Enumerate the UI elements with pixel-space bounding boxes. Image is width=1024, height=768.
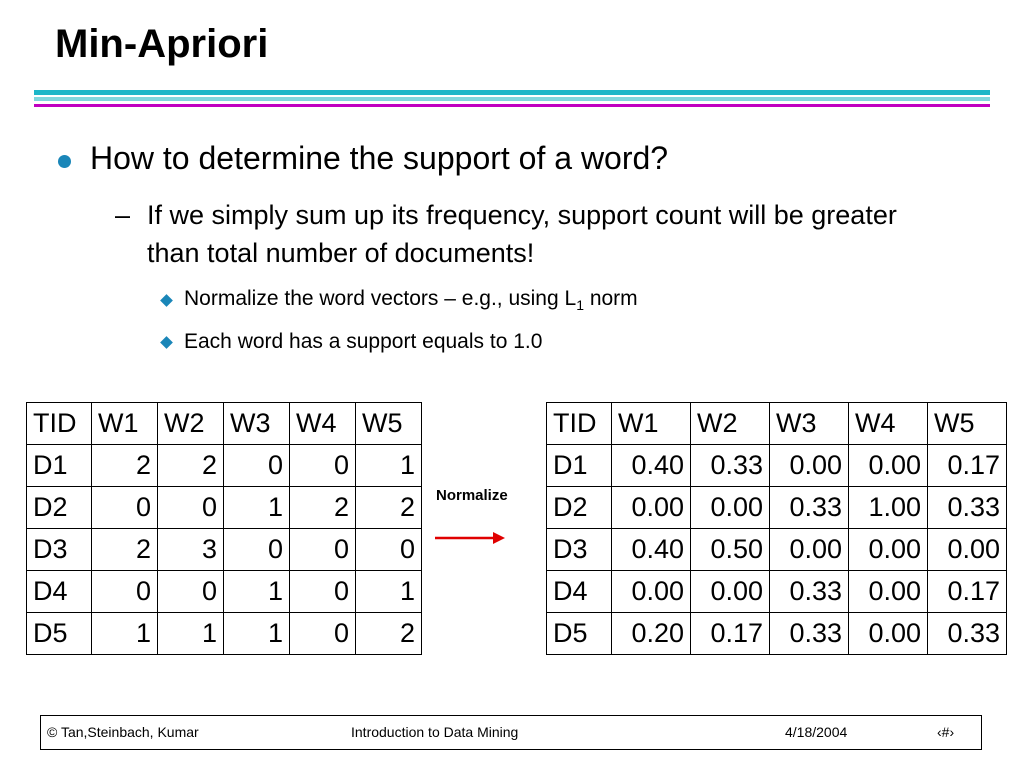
value-cell: 0.00 [849,445,928,487]
table-row [27,445,422,487]
column-header: W3 [224,403,290,445]
value-cell: 0 [158,571,224,613]
table-row [547,529,1007,571]
value-cell: 2 [290,487,356,529]
value-cell: 0.40 [612,529,691,571]
value-cell: 0.00 [612,487,691,529]
table-row [547,445,1007,487]
row-id-cell: D1 [547,445,612,487]
value-cell: 0 [356,529,422,571]
point-support-text: Each word has a support equals to 1.0 [184,330,543,353]
value-cell: 1.00 [849,487,928,529]
column-header: W2 [691,403,770,445]
title-rule-magenta [34,104,990,107]
column-header: W4 [849,403,928,445]
value-cell: 1 [224,487,290,529]
value-cell: 0.33 [770,613,849,655]
value-cell: 0.33 [770,571,849,613]
value-cell: 0.33 [770,487,849,529]
row-id-cell: D3 [547,529,612,571]
value-cell: 0.00 [770,529,849,571]
bullet-dot-icon [58,155,71,168]
point-normalize [162,287,638,313]
sub-bullet [115,196,945,272]
column-header: W2 [158,403,224,445]
point-normalize-text: Normalize the word vectors – e.g., using $L_1$ norm [184,287,638,314]
value-cell: 0 [290,571,356,613]
value-cell: 2 [92,529,158,571]
value-cell: 0.00 [849,613,928,655]
table-header-row [547,403,1007,445]
value-cell: 0.33 [928,613,1007,655]
value-cell: 0.00 [691,487,770,529]
column-header: W5 [928,403,1007,445]
table-row [547,487,1007,529]
value-cell: 0 [224,529,290,571]
value-cell: 0 [290,529,356,571]
value-cell: 0 [290,445,356,487]
value-cell: 0.20 [612,613,691,655]
value-cell: 1 [356,445,422,487]
row-id-cell: D2 [547,487,612,529]
row-id-cell: D2 [27,487,92,529]
table-row [547,571,1007,613]
value-cell: 0.40 [612,445,691,487]
point-support [162,330,542,354]
value-cell: 0.33 [691,445,770,487]
column-header: TID [547,403,612,445]
value-cell: 0.00 [849,571,928,613]
value-cell: 0 [158,487,224,529]
value-cell: 0.50 [691,529,770,571]
column-header: W5 [356,403,422,445]
diamond-bullet-icon [160,294,173,307]
value-cell: 1 [224,613,290,655]
footer-page-number: ‹#› [937,724,955,740]
table-row [27,487,422,529]
dash-marker: – [115,200,131,230]
value-cell: 1 [224,571,290,613]
value-cell: 0.17 [928,571,1007,613]
value-cell: 0 [92,487,158,529]
sub-bullet-text: If we simply sum up its frequency, support count will be greater than total number of documents! [147,200,897,268]
column-header: W3 [770,403,849,445]
bullet-main-text: How to determine the support of a word? [90,140,669,176]
column-header: TID [27,403,92,445]
column-header: W4 [290,403,356,445]
table-header-row [27,403,422,445]
value-cell: 2 [356,487,422,529]
value-cell: 0.00 [691,571,770,613]
right-arrow-icon [435,528,507,548]
value-cell: 0 [92,571,158,613]
footer-date: 4/18/2004 [785,724,848,740]
slide-footer [40,715,982,750]
value-cell: 2 [158,445,224,487]
value-cell: 0.00 [612,571,691,613]
column-header: W1 [612,403,691,445]
row-id-cell: D4 [547,571,612,613]
value-cell: 1 [158,613,224,655]
diamond-bullet-icon [160,336,173,349]
value-cell: 0.00 [849,529,928,571]
table-row [547,613,1007,655]
table-row [27,613,422,655]
normalized-table [546,402,1007,655]
value-cell: 0.33 [928,487,1007,529]
column-header: W1 [92,403,158,445]
row-id-cell: D4 [27,571,92,613]
title-rule-light [34,97,990,101]
slide-title: Min-Apriori [55,22,269,66]
value-cell: 0.00 [928,529,1007,571]
title-rule-teal [34,90,990,95]
bullet-main [58,140,668,177]
table-row [27,571,422,613]
value-cell: 1 [92,613,158,655]
value-cell: 0.00 [770,445,849,487]
value-cell: 2 [356,613,422,655]
footer-course: Introduction to Data Mining [351,724,519,740]
value-cell: 0.17 [691,613,770,655]
value-cell: 0 [290,613,356,655]
raw-frequency-table [26,402,422,655]
normalize-label: Normalize [436,487,508,504]
value-cell: 2 [92,445,158,487]
row-id-cell: D1 [27,445,92,487]
value-cell: 3 [158,529,224,571]
row-id-cell: D5 [27,613,92,655]
table-row [27,529,422,571]
row-id-cell: D3 [27,529,92,571]
value-cell: 0 [224,445,290,487]
value-cell: 1 [356,571,422,613]
row-id-cell: D5 [547,613,612,655]
value-cell: 0.17 [928,445,1007,487]
footer-copyright: © Tan,Steinbach, Kumar [47,724,199,740]
